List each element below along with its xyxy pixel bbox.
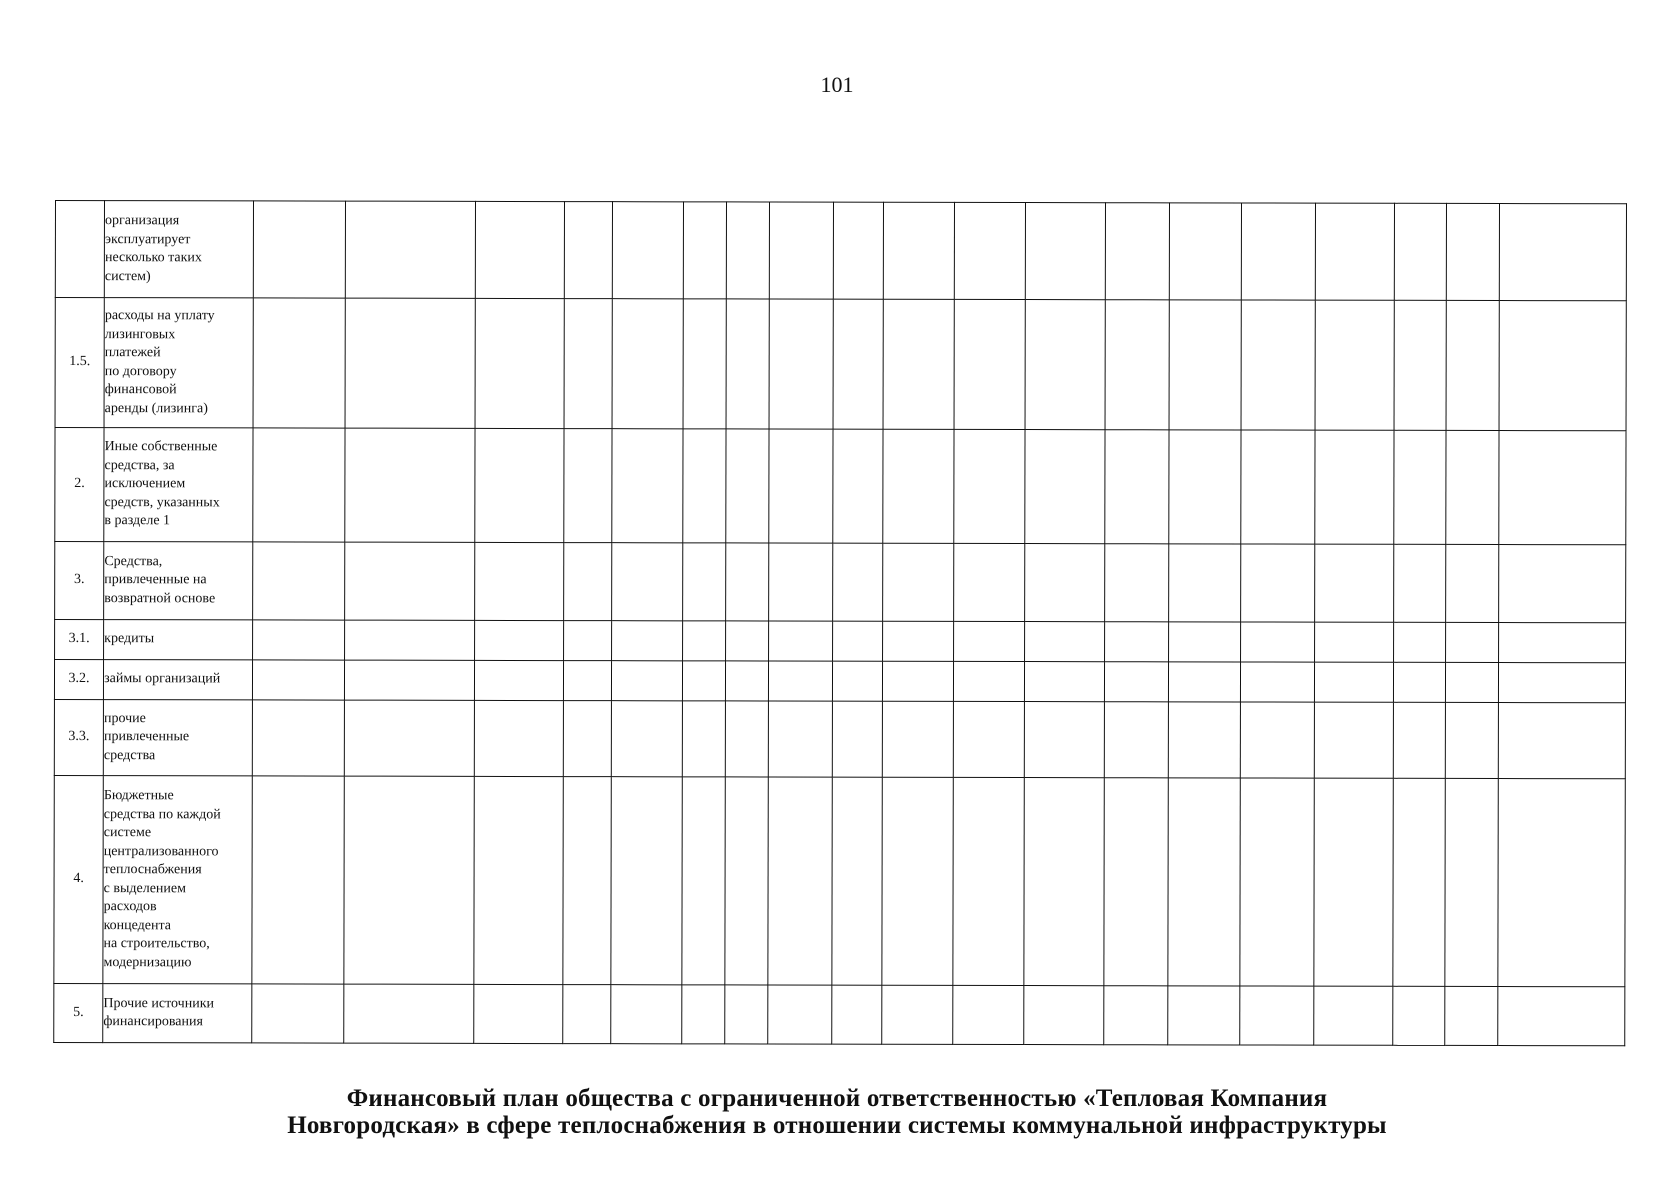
empty-value-cell xyxy=(1393,662,1445,702)
row-label-line: эксплуатирует xyxy=(104,231,191,247)
empty-value-cell xyxy=(344,984,474,1043)
empty-value-cell xyxy=(955,202,1026,299)
empty-value-cell xyxy=(1241,430,1314,544)
empty-value-cell xyxy=(681,985,724,1044)
empty-value-cell xyxy=(1394,430,1446,544)
empty-value-cell xyxy=(883,299,954,429)
empty-value-cell xyxy=(564,299,612,429)
empty-value-cell xyxy=(768,985,832,1044)
empty-value-cell xyxy=(1168,778,1240,986)
row-label-line: расходы на уплату xyxy=(104,308,215,324)
empty-value-cell xyxy=(882,777,953,985)
empty-value-cell xyxy=(682,661,725,701)
empty-value-cell xyxy=(475,201,564,298)
empty-value-cell xyxy=(1393,778,1446,986)
empty-value-cell xyxy=(474,700,563,776)
empty-value-cell xyxy=(1446,203,1499,300)
row-label-line: средств, указанных xyxy=(104,494,220,511)
empty-value-cell xyxy=(1025,702,1105,778)
empty-value-cell xyxy=(1393,986,1445,1045)
empty-value-cell xyxy=(833,202,883,299)
financial-table xyxy=(53,200,1627,1046)
empty-value-cell xyxy=(1105,300,1170,430)
empty-value-cell xyxy=(1169,702,1241,778)
empty-value-cell xyxy=(1500,204,1627,301)
row-label-line: привлеченные xyxy=(103,729,190,745)
empty-value-cell xyxy=(769,299,833,429)
empty-value-cell xyxy=(1103,778,1168,986)
empty-value-cell xyxy=(253,298,345,428)
empty-value-cell xyxy=(610,985,681,1044)
row-number-cell: 3.2. xyxy=(54,660,103,700)
empty-value-cell xyxy=(724,985,768,1044)
empty-value-cell xyxy=(954,661,1025,701)
row-label-line: в разделе 1 xyxy=(104,513,171,529)
empty-value-cell xyxy=(1104,702,1169,778)
row-label-line: лизинговых xyxy=(104,326,176,342)
empty-value-cell xyxy=(475,428,564,542)
row-label-cell xyxy=(104,620,253,660)
empty-value-cell xyxy=(1445,778,1499,986)
empty-value-cell xyxy=(1313,778,1393,986)
empty-value-cell xyxy=(1104,662,1169,702)
row-label-line: с выделением xyxy=(103,880,186,896)
empty-value-cell xyxy=(832,777,883,985)
table-row xyxy=(55,298,1626,431)
empty-value-cell xyxy=(1394,544,1446,622)
empty-value-cell xyxy=(833,661,883,701)
row-label-line: аренды (лизинга) xyxy=(104,400,208,416)
empty-value-cell xyxy=(1499,623,1626,663)
empty-value-cell xyxy=(683,429,726,543)
empty-value-cell xyxy=(474,984,563,1043)
empty-value-cell xyxy=(1103,986,1168,1045)
empty-value-cell xyxy=(1025,622,1104,662)
empty-value-cell xyxy=(1314,544,1394,622)
row-label-line: на строительство, xyxy=(103,936,210,952)
empty-value-cell xyxy=(1169,544,1241,622)
row-label-line: централизованного xyxy=(103,843,219,859)
empty-value-cell xyxy=(1104,544,1169,622)
row-label-line: организация xyxy=(105,213,180,229)
row-label-cell xyxy=(104,428,254,542)
empty-value-cell xyxy=(1241,662,1314,702)
row-number-cell: 2. xyxy=(55,428,104,542)
empty-value-cell xyxy=(770,202,834,299)
empty-value-cell xyxy=(611,543,682,621)
empty-value-cell xyxy=(1499,301,1626,431)
row-label-line: расходов xyxy=(103,899,157,915)
row-label-cell xyxy=(104,298,254,428)
empty-value-cell xyxy=(475,298,564,428)
empty-value-cell xyxy=(883,701,954,777)
row-label-line: Иные собственные xyxy=(104,439,218,455)
row-label-line: средства, за xyxy=(104,457,175,474)
empty-value-cell xyxy=(769,429,833,543)
empty-value-cell xyxy=(1499,703,1626,779)
empty-value-cell xyxy=(474,542,563,620)
empty-value-cell xyxy=(253,660,345,700)
empty-value-cell xyxy=(346,201,476,298)
row-label-line: платежей xyxy=(104,345,161,361)
empty-value-cell xyxy=(769,701,833,777)
empty-value-cell xyxy=(1241,300,1314,430)
empty-value-cell xyxy=(1498,779,1625,987)
empty-value-cell xyxy=(726,299,770,429)
empty-value-cell xyxy=(832,701,882,777)
row-label-line: возвратной основе xyxy=(104,590,216,607)
row-label-line: средства xyxy=(103,747,156,763)
empty-value-cell xyxy=(1314,662,1393,702)
empty-value-cell xyxy=(1241,622,1314,662)
empty-value-cell xyxy=(725,543,769,621)
empty-value-cell xyxy=(345,298,475,428)
row-label-line: по договору xyxy=(104,363,177,379)
row-label-line: займы организаций xyxy=(104,671,221,687)
caption-line-1: Финансовый план общества с ограниченной ответственностью «Тепловая Компания xyxy=(346,1085,1328,1112)
empty-value-cell xyxy=(345,542,475,620)
empty-value-cell xyxy=(563,621,611,661)
empty-value-cell xyxy=(1024,986,1103,1045)
row-label-line: теплоснабжения xyxy=(103,862,202,878)
empty-value-cell xyxy=(1315,300,1395,430)
table-row xyxy=(55,542,1626,623)
empty-value-cell xyxy=(1026,203,1106,300)
row-label-line: Бюджетные xyxy=(103,788,174,804)
caption-line-2: Новгородская» в сфере теплоснабжения в отношении системы коммунальной инфраструктуры xyxy=(287,1112,1387,1139)
empty-value-cell xyxy=(611,661,682,701)
empty-value-cell xyxy=(1445,702,1498,778)
empty-value-cell xyxy=(1315,203,1395,300)
empty-value-cell xyxy=(1499,663,1626,703)
empty-value-cell xyxy=(474,620,563,660)
empty-value-cell xyxy=(345,620,475,660)
document-caption xyxy=(0,1085,1674,1139)
empty-value-cell xyxy=(1498,987,1625,1046)
row-number-cell xyxy=(55,201,104,298)
empty-value-cell xyxy=(344,776,474,984)
empty-value-cell xyxy=(1393,702,1445,778)
empty-value-cell xyxy=(1025,300,1105,430)
empty-value-cell xyxy=(954,429,1025,543)
empty-value-cell xyxy=(954,701,1025,777)
empty-value-cell xyxy=(1241,544,1314,622)
table-row xyxy=(55,428,1626,545)
empty-value-cell xyxy=(252,984,344,1043)
row-label-cell xyxy=(104,201,254,298)
empty-value-cell xyxy=(883,429,954,543)
row-label-line: средства по каждой xyxy=(103,806,221,822)
empty-value-cell xyxy=(683,202,726,299)
empty-value-cell xyxy=(611,429,682,543)
empty-value-cell xyxy=(1168,986,1240,1045)
empty-value-cell xyxy=(564,202,612,299)
empty-value-cell xyxy=(1169,622,1241,662)
empty-value-cell xyxy=(563,661,611,701)
table-row xyxy=(54,983,1625,1045)
table-row xyxy=(55,201,1626,301)
row-label-line: прочие xyxy=(103,710,146,726)
empty-value-cell xyxy=(345,428,475,542)
empty-value-cell xyxy=(725,661,769,701)
empty-value-cell xyxy=(345,660,475,700)
empty-value-cell xyxy=(682,543,725,621)
empty-value-cell xyxy=(563,701,611,777)
table-row xyxy=(54,660,1625,703)
empty-value-cell xyxy=(1314,622,1393,662)
empty-value-cell xyxy=(1394,300,1446,430)
empty-value-cell xyxy=(474,776,563,984)
row-number-cell: 1.5. xyxy=(55,298,104,428)
empty-value-cell xyxy=(252,776,344,984)
row-label-line: несколько таких xyxy=(104,250,202,266)
empty-value-cell xyxy=(611,777,682,985)
empty-value-cell xyxy=(769,661,833,701)
empty-value-cell xyxy=(1313,986,1392,1045)
empty-value-cell xyxy=(1446,300,1500,430)
empty-value-cell xyxy=(954,299,1025,429)
empty-value-cell xyxy=(1446,662,1499,702)
empty-value-cell xyxy=(254,201,346,298)
row-number-cell: 3. xyxy=(55,542,104,620)
row-label-cell xyxy=(104,542,254,620)
empty-value-cell xyxy=(1170,203,1242,300)
empty-value-cell xyxy=(612,202,683,299)
empty-value-cell xyxy=(832,985,882,1044)
row-label-line: систем) xyxy=(104,268,151,284)
empty-value-cell xyxy=(833,429,883,543)
empty-value-cell xyxy=(1241,702,1314,778)
financial-table-container xyxy=(53,200,1627,1046)
empty-value-cell xyxy=(884,202,955,299)
empty-value-cell xyxy=(345,700,475,776)
row-label-line: Прочие источники xyxy=(103,995,215,1011)
empty-value-cell xyxy=(1242,203,1315,300)
row-label-line: кредиты xyxy=(104,631,155,647)
empty-value-cell xyxy=(725,621,769,661)
empty-value-cell xyxy=(612,299,683,429)
row-label-cell xyxy=(103,700,253,776)
row-number-cell: 5. xyxy=(54,983,103,1042)
empty-value-cell xyxy=(1394,203,1446,300)
empty-value-cell xyxy=(1169,430,1241,544)
empty-value-cell xyxy=(954,543,1025,621)
empty-value-cell xyxy=(1024,778,1104,986)
empty-value-cell xyxy=(1169,662,1241,702)
row-label-cell xyxy=(104,660,253,700)
row-label-line: Средства, xyxy=(104,553,163,569)
empty-value-cell xyxy=(563,429,611,543)
table-row xyxy=(54,699,1625,778)
row-label-line: привлеченные на xyxy=(104,572,207,588)
row-label-line: финансирования xyxy=(103,1014,203,1030)
empty-value-cell xyxy=(1240,778,1314,986)
empty-value-cell xyxy=(1025,430,1105,544)
empty-value-cell xyxy=(611,701,682,777)
empty-value-cell xyxy=(1169,300,1241,430)
empty-value-cell xyxy=(562,985,610,1044)
empty-value-cell xyxy=(1499,545,1626,623)
empty-value-cell xyxy=(953,777,1024,985)
empty-value-cell xyxy=(682,701,725,777)
empty-value-cell xyxy=(883,543,954,621)
empty-value-cell xyxy=(1445,986,1498,1045)
empty-value-cell xyxy=(682,621,725,661)
row-label-line: системе xyxy=(103,825,152,841)
empty-value-cell xyxy=(683,299,726,429)
empty-value-cell xyxy=(1499,431,1626,545)
empty-value-cell xyxy=(682,777,725,985)
empty-value-cell xyxy=(954,621,1025,661)
empty-value-cell xyxy=(1314,430,1394,544)
empty-value-cell xyxy=(474,660,563,700)
empty-value-cell xyxy=(768,777,832,985)
empty-value-cell xyxy=(1104,430,1169,544)
row-number-cell: 4. xyxy=(54,775,104,983)
empty-value-cell xyxy=(833,543,883,621)
empty-value-cell xyxy=(1446,544,1499,622)
empty-value-cell xyxy=(833,621,883,661)
empty-value-cell xyxy=(769,621,833,661)
empty-value-cell xyxy=(253,428,345,542)
empty-value-cell xyxy=(611,621,682,661)
empty-value-cell xyxy=(725,429,769,543)
empty-value-cell xyxy=(1104,622,1169,662)
empty-value-cell xyxy=(563,777,611,985)
page-number: 101 xyxy=(820,72,854,97)
row-label-cell xyxy=(103,984,252,1043)
row-label-cell xyxy=(103,776,253,984)
empty-value-cell xyxy=(953,985,1024,1044)
empty-value-cell xyxy=(1393,622,1445,662)
empty-value-cell xyxy=(1446,430,1500,544)
empty-value-cell xyxy=(1105,203,1170,300)
row-label-line: концедента xyxy=(103,917,172,933)
empty-value-cell xyxy=(1025,662,1104,702)
table-row xyxy=(55,620,1626,663)
empty-value-cell xyxy=(253,542,345,620)
empty-value-cell xyxy=(883,621,954,661)
empty-value-cell xyxy=(253,620,345,660)
empty-value-cell xyxy=(882,985,953,1044)
row-label-line: исключением xyxy=(104,476,186,492)
empty-value-cell xyxy=(725,701,769,777)
empty-value-cell xyxy=(1314,702,1394,778)
empty-value-cell xyxy=(563,543,611,621)
empty-value-cell xyxy=(253,700,345,776)
row-label-line: финансовой xyxy=(104,382,177,398)
empty-value-cell xyxy=(1025,544,1105,622)
empty-value-cell xyxy=(724,777,768,985)
empty-value-cell xyxy=(1240,986,1313,1045)
row-number-cell: 3.3. xyxy=(54,699,103,775)
table-row xyxy=(54,775,1625,986)
row-number-cell: 3.1. xyxy=(55,620,104,660)
empty-value-cell xyxy=(726,202,770,299)
empty-value-cell xyxy=(769,543,833,621)
empty-value-cell xyxy=(883,661,954,701)
empty-value-cell xyxy=(1446,622,1499,662)
row-label-line: модернизацию xyxy=(103,954,192,970)
empty-value-cell xyxy=(833,299,883,429)
